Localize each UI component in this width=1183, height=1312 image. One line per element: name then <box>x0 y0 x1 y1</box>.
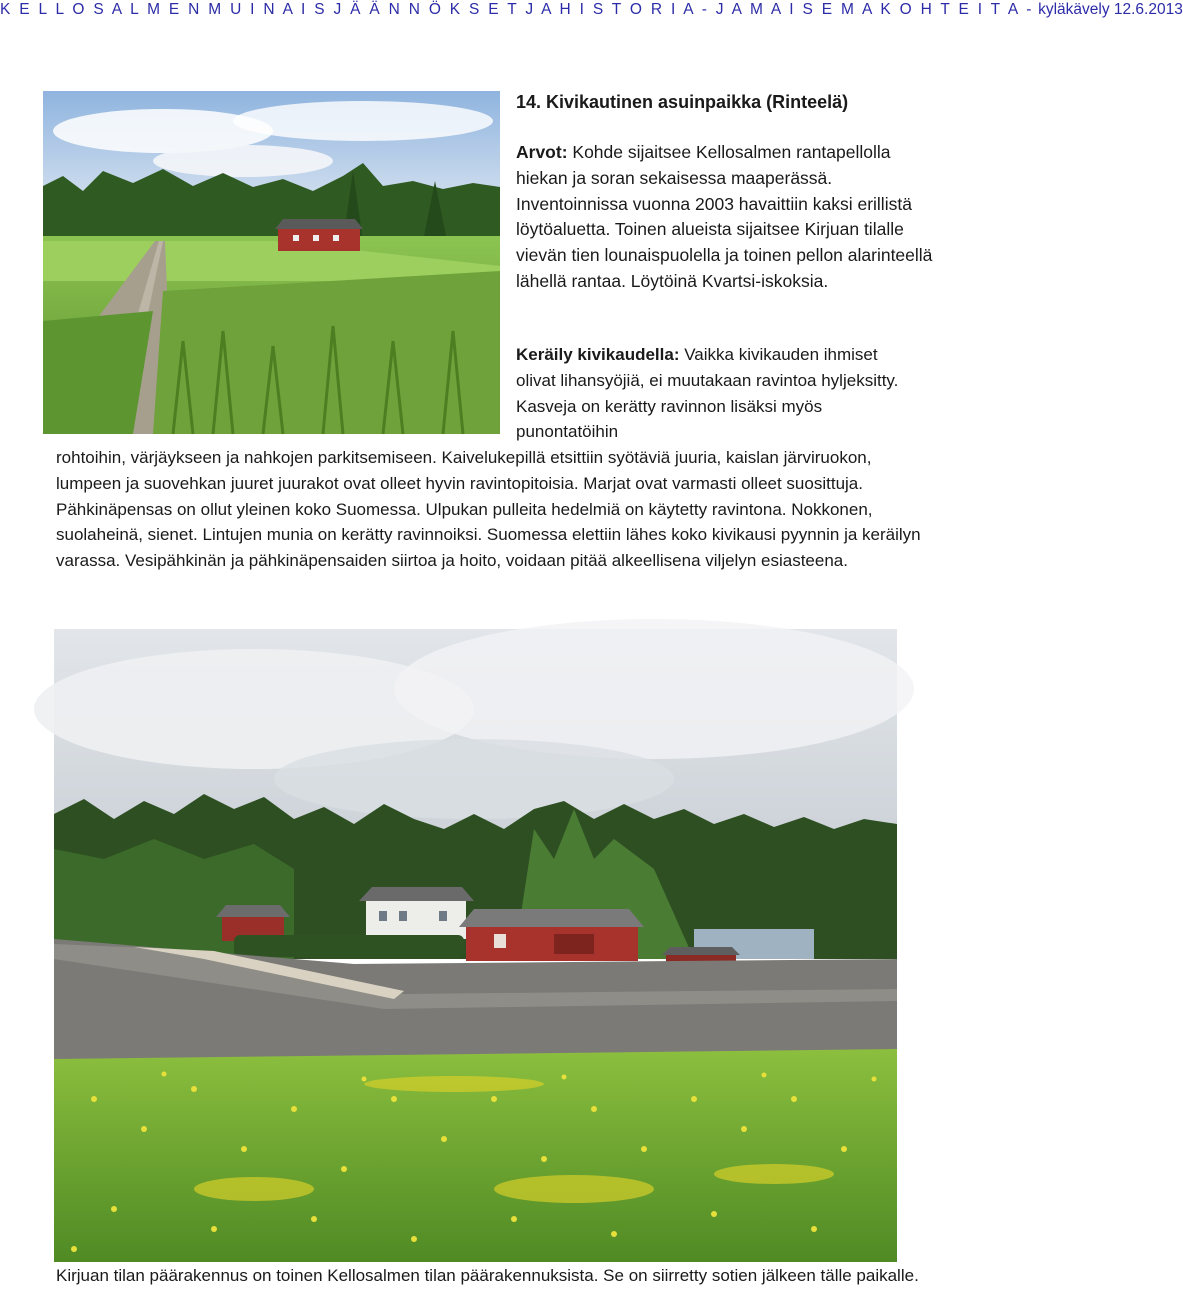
photo-kirjua-farm <box>54 629 897 1262</box>
arvot-text: Kohde sijaitsee Kellosalmen rantapellolla hiekan ja soran sekaisessa maaperässä. Inventoinnissa vuonna 2003 havaittiin kaksi erillistä löytöaluetta. Toinen alueista sijaitsee Kirjuan tilalle vievän tien lounaispuolella ja toinen pellon alarinteellä lähellä rantaa. Löytöinä Kvartsi-iskoksia. <box>516 142 933 291</box>
keraily-label: Keräily kivikaudella: <box>516 345 680 364</box>
page-header <box>0 0 1183 20</box>
header-title: K E L L O S A L M E N M U I N A I S J Ä Ä N N Ö K S E T J A H I S T O R I A - J A M A I S E M A K O H T E I T A - <box>0 1 1034 18</box>
photo-country-road <box>43 91 500 434</box>
header-date: kyläkävely 12.6.2013 <box>1033 1 1183 18</box>
keraily-text-top: Vaikka kivikauden ihmiset olivat lihansyöjiä, ei muutakaan ravintoa hyljeksitty. Kasveja on kerätty ravinnon lisäksi myös punontatöihin <box>516 345 899 442</box>
arvot-label: Arvot: <box>516 142 568 162</box>
arvot-paragraph <box>516 140 936 295</box>
section-heading: 14. Kivikautinen asuinpaikka (Rinteelä) <box>516 92 849 112</box>
keraily-paragraph-top <box>516 342 916 445</box>
keraily-paragraph-bottom: rohtoihin, värjäykseen ja nahkojen parkitsemiseen. Kaivelukepillä etsittiin syötäviä juuria, kaislan järviruokon, lumpeen ja suovehkan juuret juurakot ovat olleet hyvin ravintopitoisia. Marjat ovat varmasti olleet suosittuja. Pähkinäpensas on ollut yleinen koko Suomessa. Ulpukan pulleita hedelmiä on käytetty ravintona. Nokkonen, suolaheinä, sienet. Lintujen munia on kerätty ravinnoiksi. Suomessa elettiin lähes koko kivikausi pyynnin ja keräilyn varassa. Vesipähkinän ja pähkinäpensaiden siirtoa ja hoito, voidaan pitää alkeellisena viljelyn esiasteena. <box>56 448 921 571</box>
photo-caption: Kirjuan tilan päärakennus on toinen Kellosalmen tilan päärakennuksista. Se on siirretty sotien jälkeen tälle paikalle. <box>56 1266 919 1285</box>
